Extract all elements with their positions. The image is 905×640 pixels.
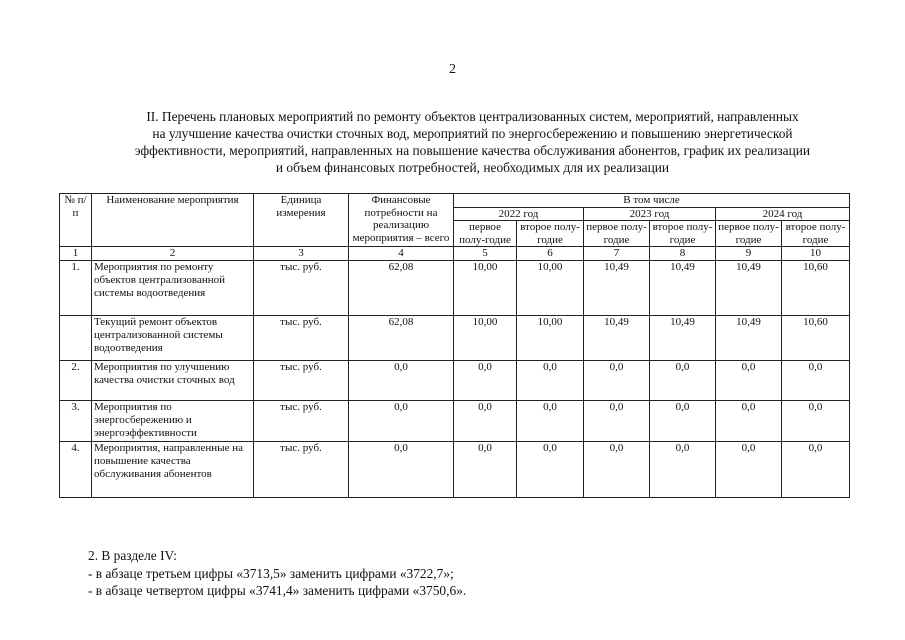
table-row: [60, 442, 850, 498]
heading-line-4: и объем финансовых потребностей, необходимых для их реализации: [275, 160, 670, 175]
header-unit: Единица измерения: [254, 194, 349, 247]
row-value: 10,49: [584, 261, 650, 316]
header-year-2022: 2022 год: [454, 207, 584, 221]
row-value: 10,49: [716, 261, 782, 316]
column-index: 6: [517, 247, 584, 261]
header-half: первое полу-годие: [454, 221, 517, 247]
row-value: 0,0: [650, 442, 716, 498]
row-num: 3.: [60, 401, 92, 442]
row-name: Мероприятия, направленные на повышение качества обслуживания абонентов: [92, 442, 254, 498]
header-year-2024: 2024 год: [716, 207, 850, 221]
row-value: 0,0: [517, 401, 584, 442]
row-value: 0,0: [650, 401, 716, 442]
row-name: Мероприятия по энергосбережению и энергоэффективности: [92, 401, 254, 442]
amendment-text: [88, 547, 466, 600]
row-value: 0,0: [584, 401, 650, 442]
amendment-line-1: 2. В разделе IV:: [88, 548, 177, 563]
row-name: Мероприятия по улучшению качества очистки сточных вод: [92, 361, 254, 401]
row-value: 0,0: [517, 442, 584, 498]
row-value: 10,00: [517, 261, 584, 316]
column-index: 4: [349, 247, 454, 261]
row-value: 0,0: [454, 401, 517, 442]
column-index: 1: [60, 247, 92, 261]
row-num: [60, 316, 92, 361]
column-index-row: [60, 247, 850, 261]
row-value: 0,0: [782, 361, 850, 401]
amendment-line-2: - в абзаце третьем цифры «3713,5» заменить цифрами «3722,7»;: [88, 565, 454, 581]
row-num: 2.: [60, 361, 92, 401]
row-value: 0,0: [454, 361, 517, 401]
row-value: 0,0: [454, 442, 517, 498]
column-index: 3: [254, 247, 349, 261]
header-including: В том числе: [454, 194, 850, 208]
row-value: 10,00: [454, 316, 517, 361]
column-index: 10: [782, 247, 850, 261]
heading-line-1: II. Перечень плановых мероприятий по ремонту объектов централизованных систем, мероприятий, направленных: [146, 109, 799, 124]
page-number: 2: [449, 62, 456, 77]
heading-line-3: эффективности, мероприятий, направленных на повышение качества обслуживания абонентов, график их реализации: [134, 143, 811, 158]
row-value: 10,00: [517, 316, 584, 361]
table-row: [60, 261, 850, 316]
row-unit: тыс. руб.: [254, 442, 349, 498]
row-total: 62,08: [349, 316, 454, 361]
row-unit: тыс. руб.: [254, 261, 349, 316]
table-row: [60, 316, 850, 361]
header-num: № п/п: [60, 194, 92, 247]
row-value: 0,0: [716, 401, 782, 442]
header-name: Наименование мероприятия: [92, 194, 254, 247]
column-index: 5: [454, 247, 517, 261]
row-value: 10,49: [716, 316, 782, 361]
header-row-1: [60, 194, 850, 208]
row-value: 0,0: [716, 361, 782, 401]
row-value: 0,0: [584, 361, 650, 401]
header-half: второе полу-годие: [650, 221, 716, 247]
row-value: 0,0: [716, 442, 782, 498]
header-half: второе полу-годие: [517, 221, 584, 247]
plan-table: [59, 193, 850, 498]
row-value: 10,49: [584, 316, 650, 361]
amendment-line-3: - в абзаце четвертом цифры «3741,4» заменить цифрами «3750,6».: [88, 583, 467, 598]
row-unit: тыс. руб.: [254, 361, 349, 401]
header-half: первое полу-годие: [716, 221, 782, 247]
header-total: Финансовые потребности на реализацию мероприятия – всего: [349, 194, 454, 247]
row-total: 0,0: [349, 442, 454, 498]
row-value: 0,0: [782, 401, 850, 442]
row-value: 10,49: [650, 261, 716, 316]
row-name: Мероприятия по ремонту объектов централизованной системы водоотведения: [92, 261, 254, 316]
row-unit: тыс. руб.: [254, 401, 349, 442]
row-value: 10,00: [454, 261, 517, 316]
row-value: 10,49: [650, 316, 716, 361]
row-value: 10,60: [782, 261, 850, 316]
header-year-2023: 2023 год: [584, 207, 716, 221]
row-num: 4.: [60, 442, 92, 498]
column-index: 8: [650, 247, 716, 261]
row-value: 0,0: [650, 361, 716, 401]
row-unit: тыс. руб.: [254, 316, 349, 361]
row-value: 0,0: [782, 442, 850, 498]
row-value: 0,0: [584, 442, 650, 498]
table-row: [60, 401, 850, 442]
row-total: 62,08: [349, 261, 454, 316]
row-total: 0,0: [349, 401, 454, 442]
header-half: первое полу-годие: [584, 221, 650, 247]
row-name: Текущий ремонт объектов централизованной системы водоотведения: [92, 316, 254, 361]
column-index: 2: [92, 247, 254, 261]
row-value: 0,0: [517, 361, 584, 401]
row-num: 1.: [60, 261, 92, 316]
heading-line-2: на улучшение качества очистки сточных вод, мероприятий по энергосбережению и повышению энергетической: [152, 126, 793, 141]
row-value: 10,60: [782, 316, 850, 361]
column-index: 7: [584, 247, 650, 261]
header-half: второе полу-годие: [782, 221, 850, 247]
column-index: 9: [716, 247, 782, 261]
section-heading: [40, 108, 905, 176]
row-total: 0,0: [349, 361, 454, 401]
table-row: [60, 361, 850, 401]
